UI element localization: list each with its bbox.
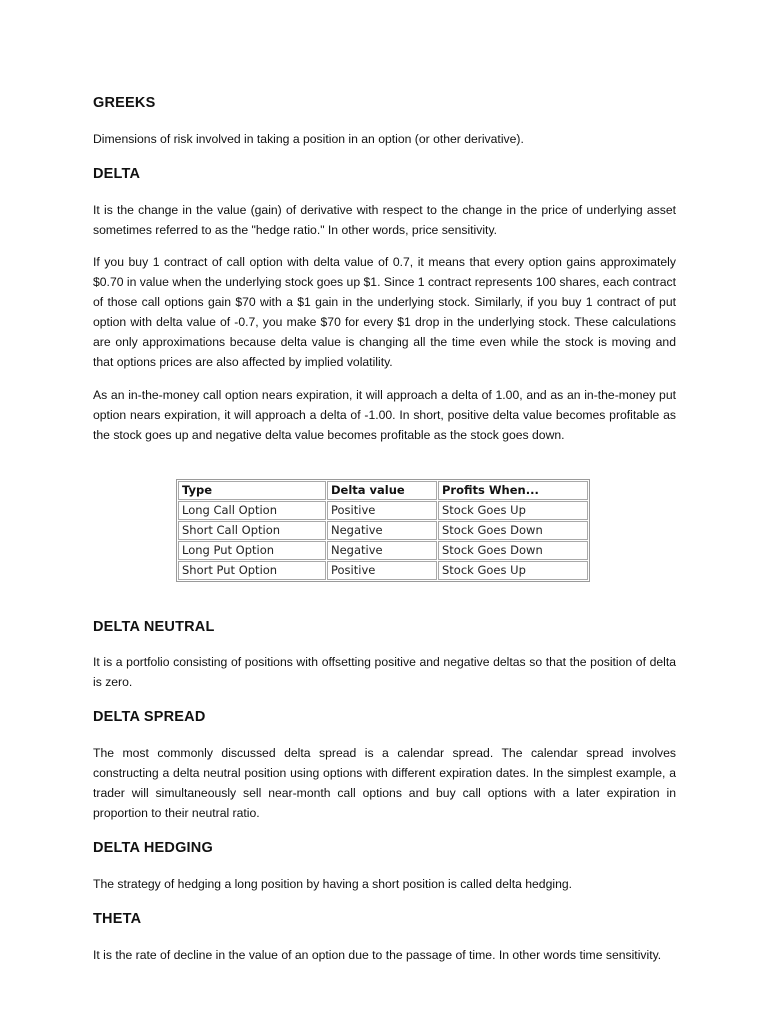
heading-delta-hedging: DELTA HEDGING: [93, 840, 213, 856]
table-row: [178, 561, 588, 580]
table-cell-type: Short Put Option: [178, 561, 326, 580]
table-cell-delta-value: Positive: [327, 561, 437, 580]
table-cell-type: Long Put Option: [178, 541, 326, 560]
table-header-row: [178, 481, 588, 500]
table-cell-type: Long Call Option: [178, 501, 326, 520]
table-cell-profits-when: Stock Goes Down: [438, 521, 588, 540]
column-header-delta-value: Delta value: [327, 481, 437, 500]
delta-table: [176, 479, 590, 582]
table-cell-profits-when: Stock Goes Up: [438, 561, 588, 580]
heading-greeks: GREEKS: [93, 95, 156, 111]
heading-delta-spread: DELTA SPREAD: [93, 709, 206, 725]
table-row: [178, 521, 588, 540]
table-cell-type: Short Call Option: [178, 521, 326, 540]
theta-paragraph: It is the rate of decline in the value of an option due to the passage of time. In other words time sensitivity.: [93, 948, 662, 962]
table-row: [178, 541, 588, 560]
heading-delta: DELTA: [93, 166, 141, 182]
table-cell-profits-when: Stock Goes Down: [438, 541, 588, 560]
table-cell-delta-value: Negative: [327, 541, 437, 560]
heading-delta-neutral: DELTA NEUTRAL: [93, 619, 215, 635]
greeks-paragraph: Dimensions of risk involved in taking a position in an option (or other derivative).: [93, 132, 524, 146]
column-header-type: Type: [178, 481, 326, 500]
delta-paragraph-2: If you buy 1 contract of call option with delta value of 0.7, it means that every option gains approximately $0.70 in value when the underlying stock goes up $1. Since 1 contract represents 100 shares, each contract of those call options gain $70 with a $1 gain in the underlying stock. Similarly, if you buy 1 contract of put option with delta value of -0.7, you make $70 for every $1 drop in the underlying stock. These calculations are only approximations because delta value is changing all the time even while the stock is moving and that options prices are also affected by implied volatility.: [93, 255, 676, 370]
delta-paragraph-3: As an in-the-money call option nears expiration, it will approach a delta of 1.00, and as an in-the-money put option nears expiration, it will approach a delta of -1.00. In short, positive delta value becomes profitable as the stock goes up and negative delta value becomes profitable as the stock goes down.: [93, 388, 676, 443]
delta-neutral-paragraph: It is a portfolio consisting of positions with offsetting positive and negative deltas so that the position of delta is zero.: [93, 655, 676, 690]
table-cell-delta-value: Negative: [327, 521, 437, 540]
delta-hedging-paragraph: The strategy of hedging a long position by having a short position is called delta hedging.: [93, 877, 573, 891]
column-header-profits-when: Profits When...: [438, 481, 588, 500]
table-cell-delta-value: Positive: [327, 501, 437, 520]
delta-paragraph-1: It is the change in the value (gain) of derivative with respect to the change in the price of underlying asset sometimes referred to as the "hedge ratio." In other words, price sensitivity.: [93, 203, 676, 238]
table-cell-profits-when: Stock Goes Up: [438, 501, 588, 520]
table-row: [178, 501, 588, 520]
delta-spread-paragraph: The most commonly discussed delta spread is a calendar spread. The calendar spread involves constructing a delta neutral position using options with different expiration dates. In the simplest example, a trader will simultaneously sell near-month call options and buy call options with a later expiration in proportion to their neutral ratio.: [93, 746, 676, 821]
heading-theta: THETA: [93, 911, 142, 927]
